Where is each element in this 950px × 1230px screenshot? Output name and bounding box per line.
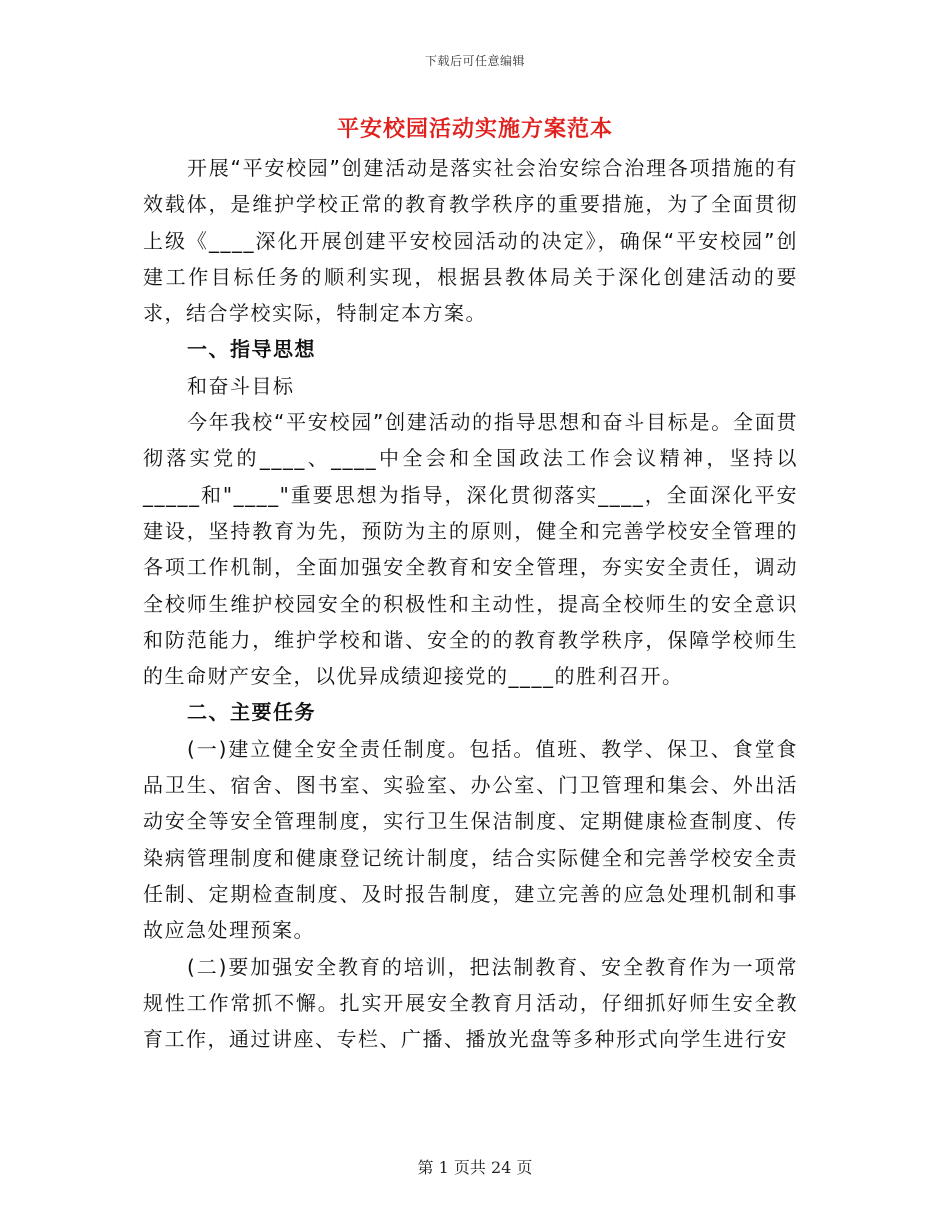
section1-heading: 一、指导思想	[187, 337, 316, 362]
section2-heading: 二、主要任务	[187, 700, 316, 725]
section1-paragraph: 今年我校“平安校园”创建活动的指导思想和奋斗目标是。全面贯彻落实党的____、____中全会和全国政法工作会议精神，坚持以_____和"____"重要思想为指导，深化贯彻落实____，全面深化平安建设，坚持教育为先，预防为主的原则，健全和完善学校安全管理的各项工作机制，全面加强安全教育和安全管理，夯实安全责任，调动全校师生维护校园安全的积极性和主动性，提高全校师生的安全意识和防范能力，维护学校和谐、安全的的教育教学秩序，保障学校师生的生命财产安全，以优异成绩迎接党的____的胜利召开。	[143, 410, 798, 689]
document-title: 平安校园活动实施方案范本	[336, 117, 613, 142]
intro-paragraph: 开展“平安校园”创建活动是落实社会治安综合治理各项措施的有效载体，是维护学校正常的教育教学秩序的重要措施，为了全面贯彻上级《____深化开展创建平安校园活动的决定》，确保“平安校园”创建工作目标任务的顺利实现，根据县教体局关于深化创建活动的要求，结合学校实际，特制定本方案。	[143, 156, 798, 326]
section2-item-1: (一)建立健全安全责任制度。包括。值班、教学、保卫、食堂食品卫生、宿舍、图书室、实验室、办公室、门卫管理和集会、外出活动安全等安全管理制度，实行卫生保洁制度、定期健康检查制度、传染病管理制度和健康登记统计制度，结合实际健全和完善学校安全责任制、定期检查制度、及时报告制度，建立完善的应急处理机制和事故应急处理预案。	[143, 736, 798, 943]
section2-item-2: (二)要加强安全教育的培训，把法制教育、安全教育作为一项常规性工作常抓不懈。扎实开展安全教育月活动，仔细抓好师生安全教育工作，通过讲座、专栏、广播、播放光盘等多种形式向学生进行安	[143, 954, 798, 1052]
section1-subheading: 和奋斗目标	[187, 373, 295, 398]
header-note: 下载后可任意编辑	[424, 54, 525, 68]
document-body	[143, 150, 798, 1057]
page-number: 第 1 页共 24 页	[417, 1158, 533, 1177]
